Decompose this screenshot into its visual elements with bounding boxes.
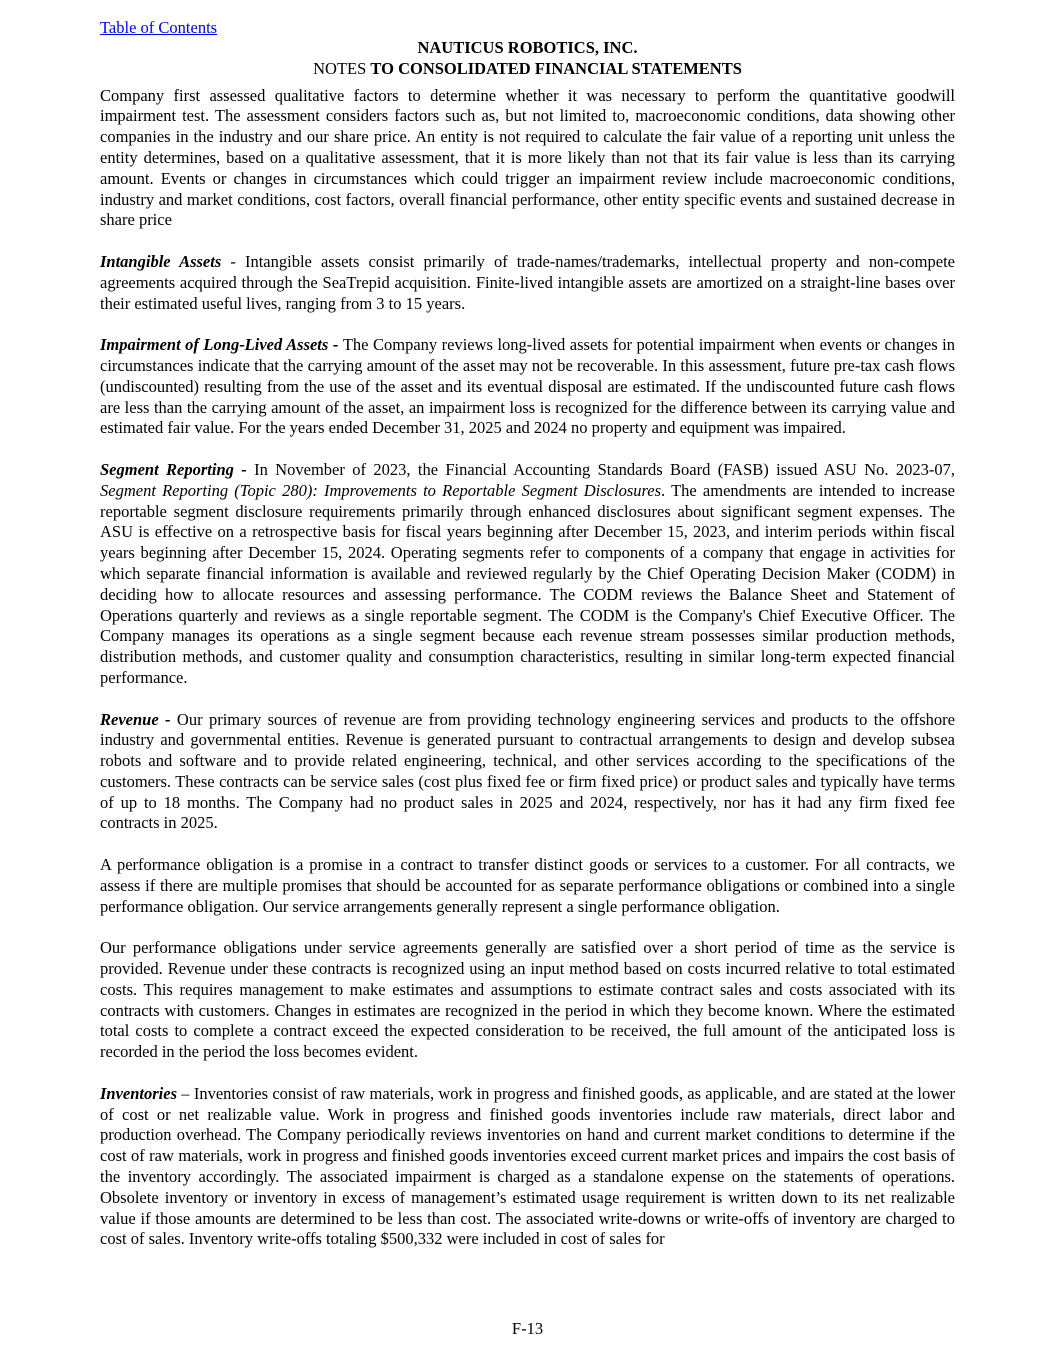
paragraph-text: – Inventories consist of raw materials, work in progress and finished goods, as applicable, and are stated at the lower of cost or net realizable value. Work in progress and finished goods inventories include raw materials, direct labor and production overhead. The Company periodically reviews inventories on hand and current market conditions to determine if the cost of raw materials, work in progress and finished goods inventories exceed current market prices and impairs the cost basis of the inventory accordingly. The associated impairment is charged as a standalone expense on the statements of operations. Obsolete inventory or inventory in excess of management’s estimated usage requirement is written down to its net realizable value if those amounts are determined to be less than cost. The associated write-downs or write-offs of inventory are charged to cost of sales. Inventory write-offs totaling $500,332 were included in cost of sales for xyxy=(100,1083,955,1249)
toc-link-row xyxy=(100,18,955,38)
paragraph-goodwill-assessment xyxy=(100,86,955,232)
notes-heading xyxy=(100,59,955,80)
paragraph-text: Company first assessed qualitative factors to determine whether it was necessary to perform the quantitative goodwill impairment test. The assessment considers factors such as, but not limited to, macroeconomic conditions, data showing other companies in the industry and our share price. An entity is not required to calculate the fair value of a reporting unit unless the entity determines, based on a qualitative assessment, that it is more likely than not that its fair value is less than its carrying amount. Events or changes in circumstances which could trigger an impairment review include macroeconomic conditions, industry and market conditions, cost factors, overall financial performance, other entity specific events and sustained decrease in share price xyxy=(100,85,955,230)
paragraph-text: In November of 2023, the Financial Accounting Standards Board (FASB) issued ASU No. 2023-07, xyxy=(254,459,956,479)
asu-title-italic: Segment Reporting (Topic 280): Improvements to Reportable Segment Disclosures xyxy=(100,480,662,500)
paragraph-impairment-long-lived-assets xyxy=(100,335,955,439)
company-name-heading: NAUTICUS ROBOTICS, INC. xyxy=(417,38,638,57)
paragraph-revenue xyxy=(100,710,955,835)
document-body xyxy=(100,86,955,1251)
paragraph-performance-obligation xyxy=(100,855,955,917)
paragraph-revenue-recognition-method xyxy=(100,938,955,1063)
paragraph-text: The Company reviews long-lived assets for potential impairment when events or changes in circumstances indicate that the carrying amount of the asset may not be recoverable. In this assessment, future pre-tax cash flows (undiscounted) resulting from the use of the asset and its eventual disposal are estimated. If the undiscounted future cash flows are less than the carrying amount of the asset, an impairment loss is recognized for the difference between its carrying value and estimated fair value. For the years ended December 31, 2025 and 2024 no property and equipment was impaired. xyxy=(100,335,955,438)
paragraph-lead: Impairment of Long-Lived Assets - xyxy=(100,335,343,355)
paragraph-lead: Inventories xyxy=(100,1083,178,1103)
paragraph-lead: Revenue - xyxy=(100,709,177,729)
paragraph-text: . The amendments are intended to increase reportable segment disclosure requirements primarily through enhanced disclosures about significant segment expenses. The ASU is effective on a retrospective basis for fiscal years beginning after December 15, 2023, and interim periods within fiscal years beginning after December 15, 2024. Operating segments refer to components of a company that engage in activities for which separate financial information is available and reviewed regularly by the Chief Operating Decision Maker (CODM) in deciding how to allocate resources and assessing performance. The CODM reviews the Balance Sheet and Statement of Operations quarterly and reviews as a single reportable segment. The CODM is the Company's Chief Executive Officer. The Company manages its operations as a single segment because each revenue stream possesses similar production methods, distribution methods, and customer quality and consumption characteristics, resulting in similar long-term expected financial performance. xyxy=(100,480,955,687)
paragraph-text: Our primary sources of revenue are from providing technology engineering services and products to the offshore industry and governmental entities. Revenue is generated pursuant to contractual arrangements to design and develop subsea robots and software and to provide related engineering, technical, and other services according to the specifications of the customers. These contracts can be service sales (cost plus fixed fee or firm fixed price) or product sales and typically have terms of up to 18 months. The Company had no product sales in 2025 and 2024, respectively, nor has it had any firm fixed fee contracts in 2025. xyxy=(100,709,956,833)
paragraph-intangible-assets xyxy=(100,252,955,314)
paragraph-text: - Intangible assets consist primarily of trade-names/trademarks, intellectual property and non-compete agreements acquired through the SeaTrepid acquisition. Finite-lived intangible assets are amortized on a straight-line bases over their estimated useful lives, ranging from 3 to 15 years. xyxy=(100,251,955,313)
paragraph-text: A performance obligation is a promise in a contract to transfer distinct goods or services to a customer. For all contracts, we assess if there are multiple promises that should be accounted for as separate performance obligations or combined into a single performance obligation. Our service arrangements generally represent a single performance obligation. xyxy=(100,855,955,916)
notes-heading-bold: TO CONSOLIDATED FINANCIAL STATEMENTS xyxy=(370,58,742,78)
table-of-contents-link[interactable]: Table of Contents xyxy=(100,18,218,37)
paragraph-segment-reporting xyxy=(100,460,955,689)
notes-heading-regular: NOTES xyxy=(313,58,371,78)
paragraph-lead: Segment Reporting - xyxy=(100,459,255,479)
paragraph-inventories xyxy=(100,1084,955,1250)
page-number: F-13 xyxy=(511,1319,544,1338)
paragraph-lead: Intangible Assets xyxy=(100,251,222,271)
paragraph-text: Our performance obligations under service agreements generally are satisfied over a short period of time as the service is provided. Revenue under these contracts is recognized using an input method based on costs incurred relative to total estimated costs. This requires management to make estimates and assumptions to estimate contract sales and costs associated with its contracts with customers. Changes in estimates are recognized in the period in which they become known. Where the estimated total costs to complete a contract exceed the expected consideration to be received, the full amount of the anticipated loss is recorded in the period the loss becomes evident. xyxy=(100,938,955,1062)
